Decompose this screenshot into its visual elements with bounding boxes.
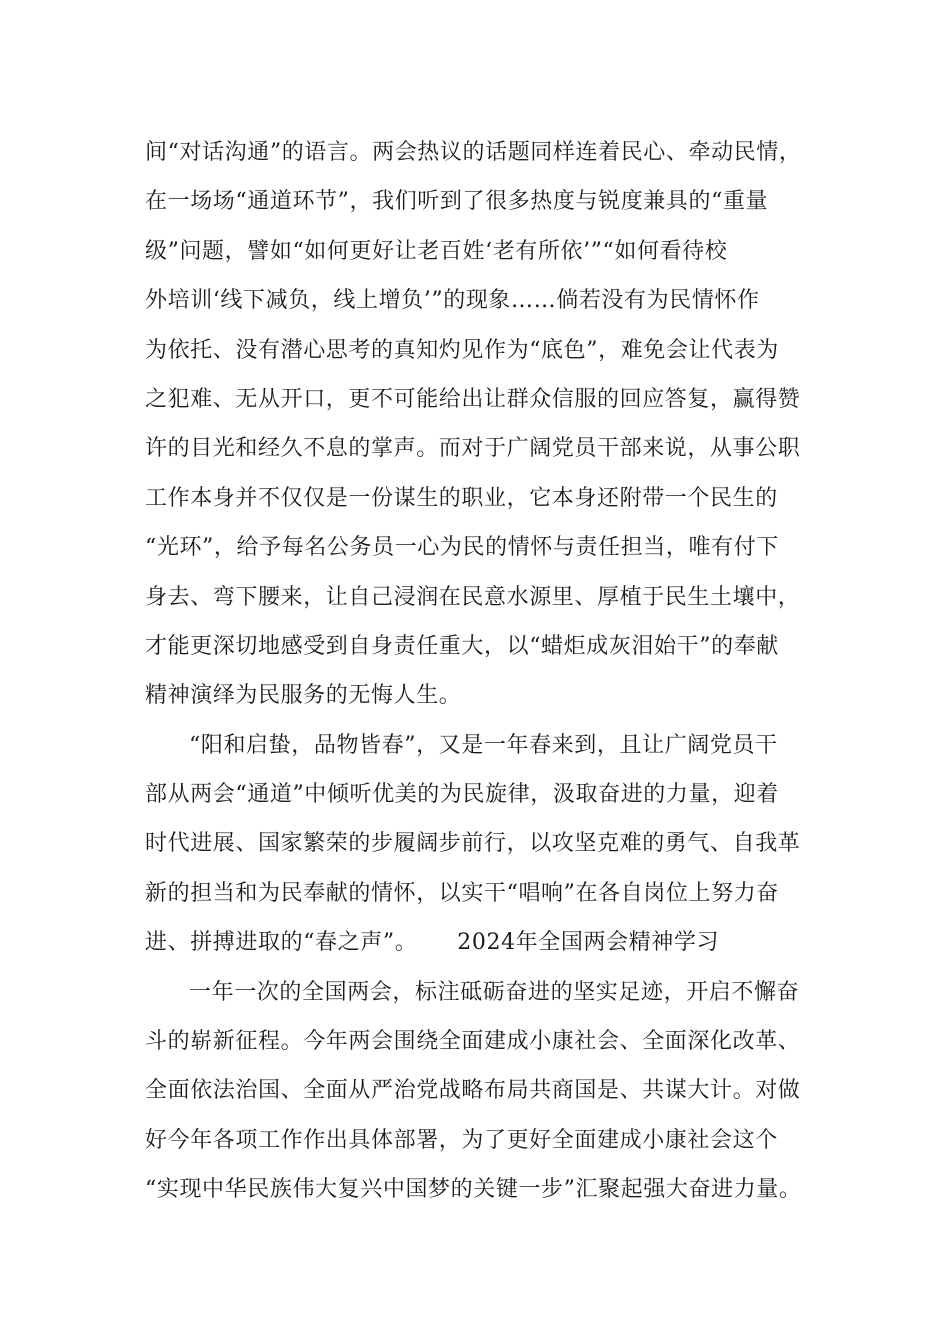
text-line: [145, 721, 835, 770]
text-line: [145, 622, 835, 671]
text-line: [145, 1116, 835, 1165]
text-line: [145, 573, 835, 622]
line-text: 好今年各项工作作出具体部署，为了更好全面建成小康社会这个: [145, 1127, 778, 1153]
line-text: 之犯难、无从开口，更不可能给出让群众信服的回应答复，赢得赞: [145, 386, 801, 412]
line-text: 许的目光和经久不息的掌声。而对于广阔党员干部来说，从事公职: [145, 436, 801, 462]
text-line: [145, 770, 835, 819]
text-line: [145, 227, 835, 276]
line-text: 为依托、没有潜心思考的真知灼见作为“底色”，难免会让代表为: [145, 337, 779, 363]
line-text: 全面依法治国、全面从严治党战略布局共商国是、共谋大计。对做: [145, 1078, 801, 1104]
inline-heading: 2024年全国两会精神学习: [457, 930, 720, 956]
text-line: [145, 128, 835, 177]
text-line: [145, 177, 835, 226]
text-line: [145, 968, 835, 1017]
line-text: 新的担当和为民奉献的情怀，以实干“唱响”在各自岗位上努力奋: [145, 880, 779, 906]
text-line: [145, 671, 835, 720]
line-text: 身去、弯下腰来，让自己浸润在民意水源里、厚植于民生土壤中，: [145, 584, 801, 610]
text-line: [145, 819, 835, 868]
body-text: [145, 128, 835, 1215]
line-text: 级”问题，譬如“如何更好让老百姓‘老有所依’”“如何看待校: [145, 238, 728, 264]
line-text: 时代进展、国家繁荣的步履阔步前行，以攻坚克难的勇气、自我革: [145, 831, 801, 857]
line-text: “光环”，给予每名公务员一心为民的情怀与责任担当，唯有付下: [145, 535, 779, 561]
line-text: 才能更深切地感受到自身责任重大，以“蜡炬成灰泪始干”的奉献: [145, 633, 779, 659]
line-text: “阳和启蛰，品物皆春”，又是一年春来到，且让广阔党员干: [189, 732, 778, 758]
line-text: 外培训‘线下减负，线上增负’”的现象……倘若没有为民情怀作: [145, 288, 760, 314]
text-line: [145, 1017, 835, 1066]
text-line: [145, 918, 835, 967]
text-line: [145, 276, 835, 325]
text-line: [145, 523, 835, 572]
line-text: 一年一次的全国两会，标注砥砺奋进的坚实足迹，开启不懈奋: [189, 979, 800, 1005]
line-text: 在一场场“通道环节”，我们听到了很多热度与锐度兼具的“重量: [145, 189, 769, 215]
text-line: [145, 474, 835, 523]
text-line: [145, 326, 835, 375]
line-text: 精神演绎为民服务的无悔人生。: [145, 683, 462, 709]
line-text: “实现中华民族伟大复兴中国梦的关键一步”汇聚起强大奋进力量。: [145, 1177, 802, 1203]
text-line: [145, 375, 835, 424]
line-text: 斗的崭新征程。今年两会围绕全面建成小康社会、全面深化改革、: [145, 1029, 801, 1055]
line-text: 间“对话沟通”的语言。两会热议的话题同样连着民心、牵动民情，: [145, 140, 802, 165]
text-line: [145, 1165, 835, 1214]
text-line: [145, 1066, 835, 1115]
text-line: [145, 424, 835, 473]
line-text: 工作本身并不仅仅是一份谋生的职业，它本身还附带一个民生的: [145, 485, 778, 511]
line-text: 进、拼搏进取的“春之声”。: [145, 930, 418, 956]
text-line: [145, 869, 835, 918]
line-text: 部从两会“通道”中倾听优美的为民旋律，汲取奋进的力量，迎着: [145, 782, 779, 808]
